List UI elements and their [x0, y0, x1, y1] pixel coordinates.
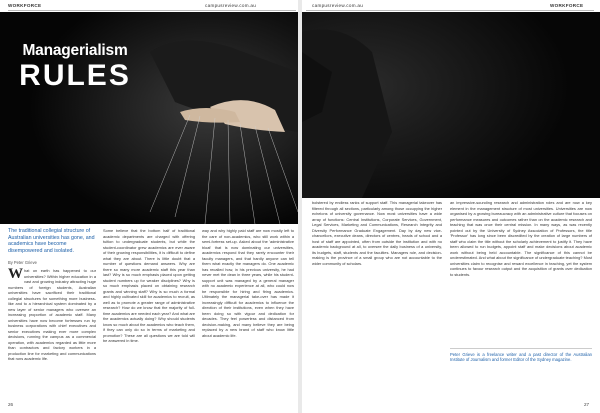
hero-photo-marionette — [0, 12, 298, 224]
page-number-right: 27 — [584, 402, 590, 407]
drop-cap: W — [8, 268, 23, 282]
header-rule — [306, 10, 594, 11]
column-text: hat on earth has happened to our universities? Within higher education in a vast and growing industry attracting huge numbers of foreign students, Australian universities have sacrificed their traditional collegial structures for something more business-like and to a hierarchical system dominated by a new layer of senior managers who oversee an increasing proportion of academic staff. Many universities have now become fortresses run by business corporations with chief executives and senior executives making ever more complex decisions, running the campus as a commercial operation, with academics regarded as little more than contractors and factory workers in a production line for marketing and communications that runs academic life. — [8, 268, 96, 361]
article-title — [0, 42, 150, 92]
body-column-3: way and why highly paid staff are now mostly left to the care of non-academics, who still work within a semi-fortress set-up. Asked about the 'administrative bloat' that is now dominating our universities, academics respond that they rarely encounter their faculty managers, and that hardly anyone can tell them what exactly the managers do. One academic has recalled how, in his previous university, he had never met the dean in three years, while his student-support unit was managed by a general manager with no academic experience at all, who could now be responsible for hiring and firing academics. Ultimately the managerial take-over has made it increasingly difficult for academics to influence the direction of their institutions, even when they have been doing so with vigour and dedication for decades. They feel powerless and distanced from decision-making, and many believe they are being replaced by a new brand of staff who know little about academic life. — [202, 228, 294, 338]
byline: By Peter Grieve — [8, 260, 37, 265]
site-url: campusreview.com.au — [205, 3, 257, 8]
section-label: WORKFORCE — [550, 3, 584, 8]
author-bio: Peter Grieve is a freelance writer and a past director of the Australian Institute of Journalism and former Editor of the Sydney magazine. — [450, 352, 592, 363]
suit-illustration — [302, 12, 600, 198]
title-line-1: Managerialism — [22, 42, 128, 59]
standfirst: The traditional collegial structure of Australian universities has gone, and academics have become disempowered and isolated. — [8, 228, 95, 254]
right-page — [302, 0, 600, 413]
body-column-2: an impressive-sounding research and administration roles and are now a key element in the management structure of most universities. Universities are now organised by a growing bureaucracy with an administrative culture that focuses on performance measures and outcomes rather than on the academic research and teaching that was once their central mission. In many ways, as was recently pointed out by the University of Sydney Association of Professors, the title 'Professor' has long since been discredited by the creation of large numbers of staff who claim the title without the scholarly achievement to justify it. They have been allowed to run budgets, appoint staff and make decisions about academic work without being held accountable. The significance of this cannot be underestimated. And what about the significance of undergraduate teaching? Most universities claim to recognise and reward excellence in teaching, yet the system continues to favour research output and the acquisition of grants over dedication to students. — [450, 200, 592, 277]
header-rule — [8, 10, 296, 11]
bio-rule — [450, 348, 592, 349]
page-number-left: 26 — [8, 402, 14, 407]
hero-photo-continuation — [302, 12, 600, 198]
body-column-2: Some believe that the bottom half of traditional academic departments are charged with offering tuition to undergraduate students, but while the student-coordinator grew academics are ever aware of their growing responsibilities, it is difficult to define what they are about. There is little doubt that a number of questions demand answers. Why are there so many more academic staff this year than last? Why is so much emphasis placed upon getting student numbers up for weaker disciplines? Why is so much emphasis placed on obtaining research grants and winning staff? Why is so much a formal and highly cultivated skill for academics to recruit, as well as to promote a greater range of administrative research? How do we know that the majority of full-time academics are needed each year? And what are the academics actually doing? Why should students know so much about the academics who teach them, if they can only do so in terms of marketing and promotion? These are all questions we are told will be answered in time. — [103, 228, 195, 343]
left-page — [0, 0, 298, 413]
body-column-1 — [8, 268, 96, 398]
body-column-1: bolstered by endless ranks of support staff. This managerial takeover has filtered through all sections, particularly among those occupying the higher echelons of university governance. Now most universities have a wide array of functions: Central Institutions, Corporate Services, Government, Legal Services, Marketing and Communications, Research Integrity and Diversity Performance Graduate Engagement. Day by day new vice-chancellors, executive deans, directors of centres, heads of school and a host of staff are appointed, often from outside the institution and with no academic background at all, to oversee the daily business of a university, its budgets, staff, students and the faculties. Managers rule, and decision-making is the province of a small group who are not accountable to the wider community of scholars. — [312, 200, 442, 266]
section-label: WORKFORCE — [8, 3, 42, 8]
site-url: campusreview.com.au — [312, 3, 364, 8]
title-line-2: RULES — [19, 59, 131, 92]
